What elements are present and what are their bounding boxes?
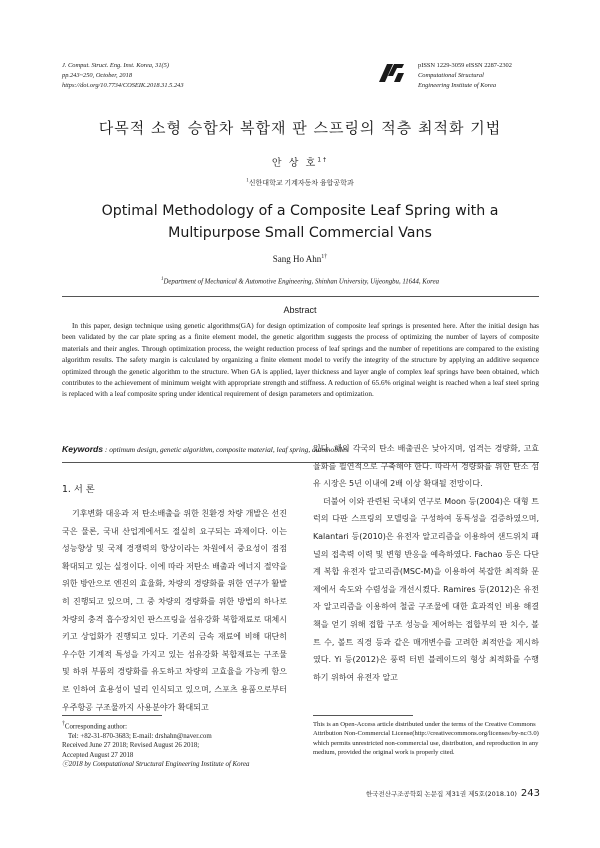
issn-line: pISSN 1229-3059 eISSN 2287-2302 (418, 62, 512, 69)
footnote-rule-right (313, 715, 413, 716)
affil-english-text: Department of Mechanical & Automotive Engineering, Shinhan University, Uijeongbu, 11644, Korea (163, 278, 439, 286)
author-english-name: Sang Ho Ahn (272, 254, 322, 264)
footnote-rule-left (62, 715, 162, 716)
author-korean (0, 154, 600, 169)
keywords-text: : optimum design, genetic algorithm, composite material, leaf spring, automobiles (103, 445, 349, 454)
abstract-body: In this paper, design technique using genetic algorithms(GA) for design optimization of composite leaf springs is presented here. After the initial design has been validated by the car plate spring as a finite element model, the genetic algorithm suggests the process of optimizing the number of layers of composite materials and their angles. Through optimization process, the weight reduction process of leaf springs and the number of repetitions are compared to the existing algorithm results. The safety margin is calculated by organizing a finite element model to verify the integrity of the structure by applying an additive sequence optimized through the genetic algorithm to the structure. When GA is applied, layer thickness and layer angle of complex leaf springs have been obtained, which contributes to the achievement of minimum weight with appropriate strength and stiffness. A reduction of 65.6% original weight is reached when a leaf steel spring is replaced with a leaf composite spring under identical requirement of design parameters and optimization. (62, 322, 539, 399)
left-column-paragraph: 기후변화 대응과 저 탄소배출을 위한 친환경 차량 개발은 선진국은 물론, 국내 산업계에서도 절실히 요구되는 과제이다. 이는 성능향상 및 국제 경쟁력의 향상이라는 차원에서 중요성이 점점 확대되고 있는 실정이다. 이에 따라 저탄소 배출과 에너지 절약을 위한 방안으로 엔진의 효율화, 차량의 경량화를 위한 연구가 활발히 진행되고 있으며, 그 중 차량의 경량화를 위한 방법의 하나로 차량의 충격 흡수장치인 판스프링을 섬유강화 복합재료로 대체시키고 상업화가 진행되고 있다. 기존의 금속 재료에 비해 대단히 우수한 기계적 특성을 가지고 있는 섬유강화 복합재료는 구조물 및 하위 부품의 경량화를 유도하고 차량의 고효율을 가능케 함으로 인하여 효용성이 널리 인식되고 있으며, 스포츠 용품으로부터 우주항공 구조물까지 사용분야가 확대되고 (62, 509, 287, 712)
affil-korean-text: 신한대학교 기계자동차 융합공학과 (248, 179, 354, 187)
abstract-top-rule (62, 296, 539, 297)
author-english-sup: 1† (321, 254, 328, 260)
author-korean-name: 안 상 호 (271, 158, 318, 169)
author-english (0, 254, 600, 264)
right-column-paragraph-2: 더불어 이와 관련된 국내외 연구로 Moon 등(2004)은 대형 트럭의 다판 스프링의 모델링을 구성하여 동특성을 검증하였으며, Kalantari 등(2010)은 유전자 알고리즘을 이용하여 샌드위치 패널의 접촉력 이력 및 변형 반응을 예측하였다. Fachao 등은 다단계 복합 유전자 알고리즘(MSC-M)을 이용하여 복잡한 최적화 문제에서 속도와 수렴성을 개선시켰다. Ramires 등(2012)은 유전자 알고리즘을 이용하여 철골 구조물에 대한 효과적인 비용 해결책을 얻기 위해 접합 구조 성능을 제어하는 접합부의 판 치수, 볼트 수, 볼트 직경 등과 같은 매개변수를 고려한 최적안을 제시하였다. Yi 등(2012)은 풍력 터빈 블레이드의 형상 최적화를 수행하기 위하여 유전자 알고 (313, 496, 539, 682)
affil-korean-sup: 1 (246, 178, 249, 184)
accepted-date: Accepted August 27 2018 (62, 751, 134, 759)
copyright-notice: ⓒ2018 by Computational Structural Engineering Institute of Korea (62, 760, 250, 768)
left-column (62, 505, 287, 716)
title-english-line-2: Multipurpose Small Commercial Vans (168, 225, 432, 241)
affil-english-sup: 1 (161, 277, 164, 282)
corresponding-author-label: †Corresponding author: (62, 721, 128, 731)
open-access-notice: This is an Open-Access article distributed under the terms of the Creative Commons Attribution Non-Commercial License(http://creativecommons.org/licenses/by-nc/3.0) which permits unrestricted non-commercial use, distribution, and reproduction in any medium, provided the original work is properly cited. (313, 721, 539, 757)
doi-link[interactable]: https://doi.org/10.7734/COSEIK.2018.31.5.243 (62, 82, 184, 89)
received-dates: Received June 27 2018; Revised August 26 2018; (62, 742, 200, 750)
issn-block (418, 61, 512, 91)
affiliation-english (0, 277, 600, 285)
citation-line-2: pp.243~250, October, 2018 (62, 72, 133, 79)
publisher-line-2: Engineering Institute of Korea (418, 82, 497, 89)
coseik-logo-icon (377, 62, 407, 84)
journal-citation (62, 61, 184, 91)
right-column (313, 440, 539, 686)
page-number: 243 (520, 788, 540, 799)
abstract-heading: Abstract (283, 305, 317, 315)
publisher-line-1: Computational Structural (418, 72, 484, 79)
footnote-left (62, 720, 292, 769)
footer-journal: 한국전산구조공학회 논문집 제31권 제5호(2018.10) (365, 790, 517, 798)
right-column-paragraph-1: 있다. 해외 각국의 탄소 배출권은 낮아지며, 엄격는 경량화, 고효율화를 필연적으로 구축해야 한다. 따라서 경량화를 위한 탄소 섬유 시장은 5년 이내에 2배 이상 확대될 전망이다. (313, 444, 539, 489)
affiliation-korean (0, 178, 600, 188)
corresponding-author-contact: Tel: +82-31-870-3683; E-mail: drshahn@naver.com (68, 732, 212, 740)
section-heading-introduction: 1. 서 론 (62, 484, 95, 495)
author-korean-sup: 1† (317, 156, 329, 164)
citation-line-1: J. Comput. Struct. Eng. Inst. Korea, 31(5) (62, 62, 169, 69)
title-korean: 다목적 소형 승합차 복합재 판 스프링의 적층 최적화 기법 (98, 119, 502, 137)
title-english-line-1: Optimal Methodology of a Composite Leaf Spring with a (101, 203, 499, 219)
page-footer (360, 788, 540, 799)
title-english (60, 200, 540, 244)
keywords-label: Keywords (62, 444, 104, 454)
